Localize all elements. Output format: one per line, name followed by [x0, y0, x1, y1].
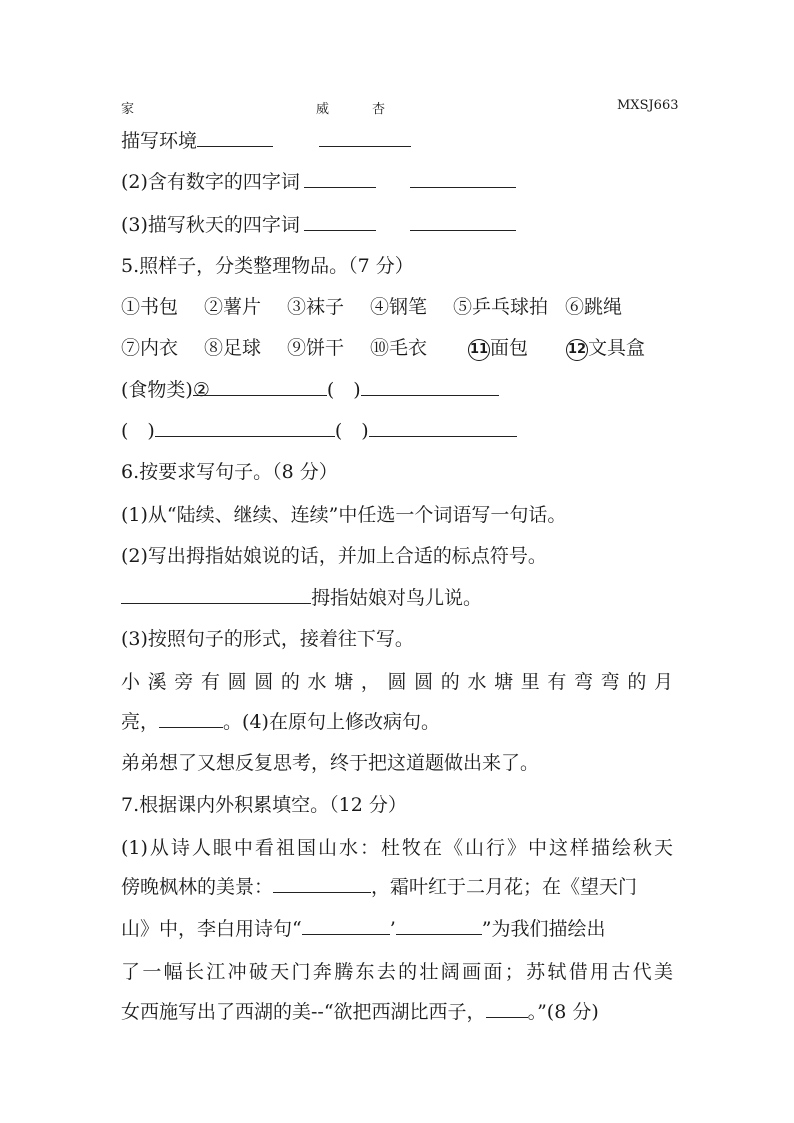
- q5-category-row2: [121, 418, 517, 444]
- header-left: 家: [121, 102, 135, 117]
- header-mid1: 威: [316, 102, 330, 117]
- item-2: ②薯片: [204, 296, 262, 318]
- item-12-text: 文具盒: [588, 337, 646, 359]
- q4-line1-label: 描写环境: [121, 130, 198, 152]
- q6-part4-sentence: 弟弟想了又想反复思考，终于把这道题做出来了。: [121, 752, 540, 774]
- item-7: ⑦内衣: [121, 337, 179, 359]
- q6-part3-cont: 亮，: [121, 711, 160, 733]
- q5-items-row1: [121, 294, 622, 320]
- q7-line5: [121, 999, 599, 1025]
- q6-part3: (3)按照句子的形式，接着往下写。: [121, 628, 414, 650]
- q7-line3c: ”为我们描绘出: [481, 918, 606, 940]
- header-code: MXSJ663: [617, 98, 679, 113]
- answer-blank[interactable]: [159, 709, 223, 728]
- answer-blank[interactable]: [369, 418, 517, 437]
- category-example: ②: [192, 379, 210, 401]
- q7-line5b: 。”(8 分): [527, 1001, 599, 1023]
- answer-blank[interactable]: [155, 418, 335, 437]
- q6-part2: (2)写出拇指姑娘说的话，并加上合适的标点符号。: [121, 545, 547, 567]
- q6-part3-sentence: 小溪旁有圆圆的水塘，圆圆的水塘里有弯弯的月: [121, 671, 673, 693]
- category-label: (食物类): [121, 379, 193, 401]
- item-6: ⑥跳绳: [565, 296, 623, 318]
- q6-title: 6.按要求写句子。（8 分）: [121, 461, 338, 483]
- q6-part4: (4)在原句上修改病句。: [242, 711, 440, 733]
- item-8: ⑧足球: [204, 337, 262, 359]
- q7-title: 7.根据课内外积累填空。（12 分）: [121, 794, 407, 816]
- q7-line3a: 山》中，李白用诗句“: [121, 918, 302, 940]
- answer-blank[interactable]: [192, 377, 327, 401]
- q7-line5a: 女西施写出了西湖的美--“欲把西湖比西子，: [121, 1001, 486, 1023]
- q4-line3: [121, 212, 516, 238]
- answer-blank[interactable]: [197, 128, 273, 147]
- answer-blank[interactable]: [486, 999, 528, 1018]
- q5-category-row1: [121, 377, 499, 403]
- item-12-number: 12: [566, 339, 588, 361]
- q4-line2: [121, 169, 516, 195]
- q4-line3-label: (3)描写秋天的四字词: [121, 214, 300, 236]
- q6-part2-answer: [121, 585, 482, 611]
- item-12: [566, 335, 645, 361]
- q5-title: 5.照样子，分类整理物品。（7 分）: [121, 255, 414, 277]
- answer-blank[interactable]: [410, 212, 516, 231]
- q4-line2-label: (2)含有数字的四字词: [121, 171, 300, 193]
- paren: ( ): [334, 420, 369, 442]
- item-9: ⑨饼干: [287, 337, 345, 359]
- q6-part1: (1)从“陆续、继续、连续”中任选一个词语写一句话。: [121, 504, 567, 526]
- answer-blank[interactable]: [304, 169, 376, 188]
- paren: ( ): [326, 379, 361, 401]
- item-3: ③袜子: [287, 296, 345, 318]
- answer-blank[interactable]: [121, 585, 311, 604]
- item-4: ④钢笔: [370, 296, 428, 318]
- item-5: ⑤乒乓球拍: [453, 296, 549, 318]
- paren: ( ): [121, 420, 155, 442]
- header-mid2: 杏: [372, 102, 386, 117]
- q5-items-row2: [121, 335, 645, 361]
- item-11: [468, 335, 566, 361]
- q6-part3-end: 。: [223, 711, 243, 733]
- item-10: ⑩毛衣: [370, 337, 428, 359]
- q4-line1: [121, 128, 411, 154]
- q6-part3-continue: [121, 709, 440, 735]
- q7-line2a: 傍晚枫林的美景：: [121, 876, 274, 898]
- answer-blank[interactable]: [273, 874, 371, 893]
- q7-line1: (1)从诗人眼中看祖国山水：杜牧在《山行》中这样描绘秋天: [121, 837, 673, 859]
- item-1: ①书包: [121, 296, 179, 318]
- answer-blank[interactable]: [361, 377, 499, 396]
- item-11-text: 面包: [490, 337, 529, 359]
- answer-blank[interactable]: [304, 212, 376, 231]
- q7-line2: [121, 874, 637, 900]
- answer-blank[interactable]: [396, 916, 482, 935]
- item-11-number: 11: [468, 339, 490, 361]
- answer-blank[interactable]: [302, 916, 390, 935]
- answer-blank[interactable]: [319, 128, 411, 147]
- q7-line3b: ’: [389, 918, 396, 940]
- q7-line3: [121, 916, 605, 942]
- q7-line4: 了一幅长江冲破天门奔腾东去的壮阔画面；苏轼借用古代美: [121, 961, 673, 983]
- answer-blank[interactable]: [410, 169, 516, 188]
- q6-part2-tail: 拇指姑娘对鸟儿说。: [311, 587, 483, 609]
- q7-line2b: ，霜叶红于二月花；在《望天门: [371, 876, 638, 898]
